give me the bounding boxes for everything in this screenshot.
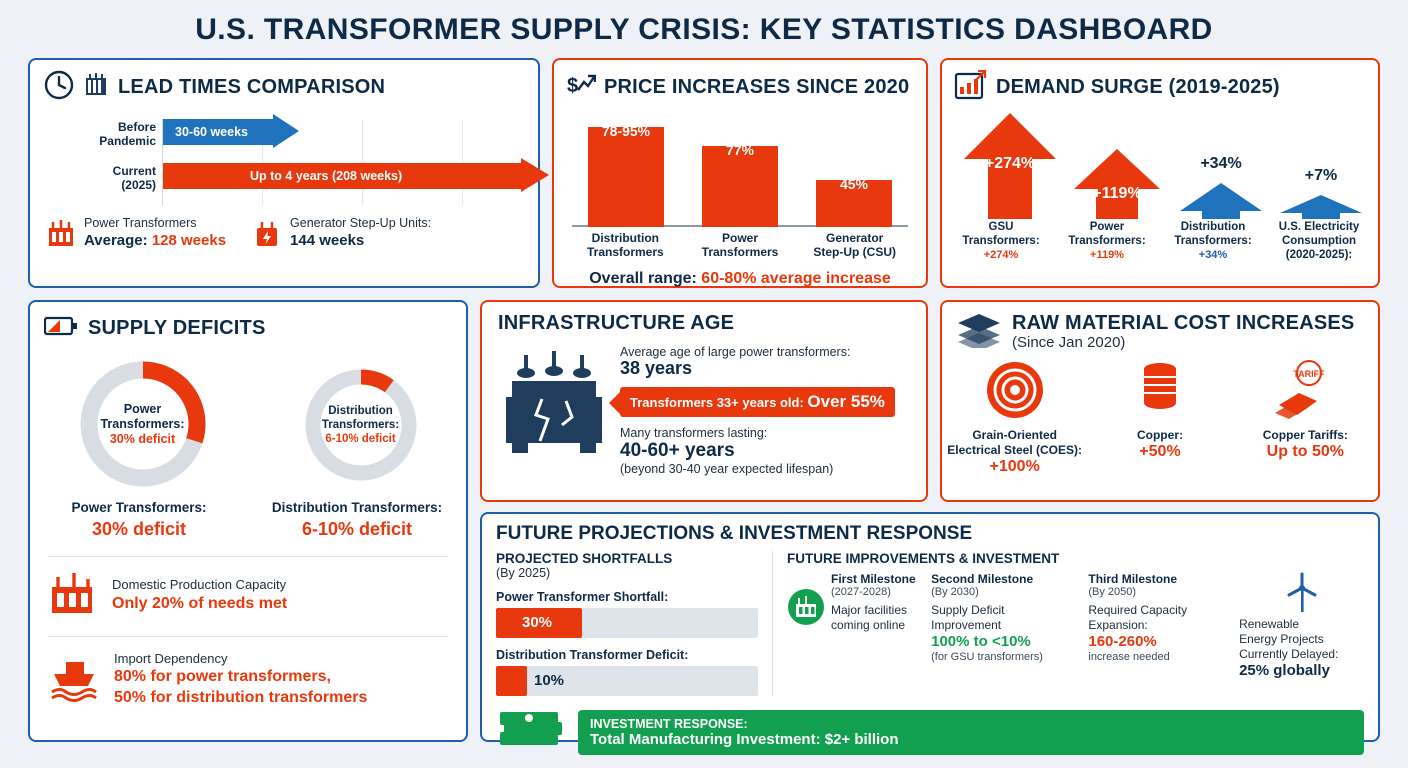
shortfalls-subheading: (By 2025) [496, 566, 551, 580]
price-category: Generator Step-Up (CSU) [813, 231, 897, 260]
supply-item-domestic-text: Domestic Production Capacity Only 20% of needs met [112, 577, 288, 613]
milestone-first-text: First Milestone (2027-2028) Major facilities coming online [831, 572, 916, 632]
shortfall-power-label: Power Transformer Shortfall: [496, 590, 669, 604]
shortfall-distribution-label: Distribution Transformer Deficit: [496, 648, 689, 662]
investment-value: Total Manufacturing Investment: $2+ billion [590, 731, 899, 748]
page-title: U.S. TRANSFORMER SUPPLY CRISIS: KEY STATISTICS DASHBOARD [195, 13, 1213, 46]
layers-icon [956, 312, 1002, 353]
infra-title: INFRASTRUCTURE AGE [498, 312, 735, 334]
battery-low-icon [44, 314, 78, 343]
price-category: Power Transformers [701, 231, 779, 260]
raw-item-copper-value: +50% [1139, 443, 1181, 460]
future-title: FUTURE PROJECTIONS & INVESTMENT RESPONSE [496, 523, 973, 544]
shortfall-distribution-bar [496, 666, 758, 696]
bar-value-current: Up to 4 years (208 weeks) [250, 169, 403, 183]
money-stack-icon [496, 706, 568, 759]
price-bar-power [702, 146, 778, 227]
lead-times-header [30, 60, 538, 107]
price-bar-distribution [588, 127, 664, 227]
infra-lasting-note: (beyond 30-40 year expected lifespan) [620, 462, 834, 476]
divider [48, 556, 448, 557]
raw-subtitle: (Since Jan 2020) [1012, 334, 1126, 351]
improvements-heading: FUTURE IMPROVEMENTS & INVESTMENT [787, 551, 1060, 566]
clock-icon [44, 70, 74, 105]
old-transformer-icon [496, 341, 612, 476]
milestone-renewables-body: Renewable Energy Projects Currently Delayed: [1239, 617, 1339, 661]
chart-growth-icon [954, 70, 988, 105]
infra-text [620, 341, 914, 476]
infra-avg-value: 38 years [620, 358, 693, 378]
factory-icon [48, 571, 100, 622]
price-trend-icon [566, 70, 596, 105]
milestone-third-note: increase needed [1088, 650, 1170, 663]
supply-header [30, 302, 466, 343]
demand-value-consumption: +7% [1304, 167, 1338, 184]
factory-icon [46, 216, 76, 253]
raw-item-tariffs-value: Up to 50% [1266, 443, 1344, 460]
demand-value-distribution: +34% [1200, 155, 1242, 172]
shortfall-distribution-value: 10% [534, 672, 565, 689]
future-body [482, 545, 1378, 696]
transformer-icon [82, 71, 110, 104]
tariff-bars-icon [1265, 369, 1345, 425]
supply-donuts [30, 355, 466, 493]
svg-text:TARIFF: TARIFF [1293, 369, 1325, 379]
supply-item-import-text: Import Dependency 80% for power transformers, 50% for distribution transformers [114, 650, 368, 707]
infra-lasting-value: 40-60+ years [620, 440, 735, 461]
supply-item-import [30, 651, 466, 709]
supply-captions [30, 499, 466, 542]
raw-title: RAW MATERIAL COST INCREASES [1012, 312, 1355, 334]
future-improvements [787, 551, 1364, 696]
caption-distribution: Distribution Transformers: 6-10% deficit [271, 500, 443, 540]
footer-gsu [252, 216, 431, 253]
milestone-renewables-value: 25% globally [1239, 662, 1330, 679]
milestone-third-body: Required Capacity Expansion: [1088, 602, 1188, 632]
card-price-increases [552, 58, 928, 288]
raw-title-block [1012, 312, 1354, 351]
price-title: PRICE INCREASES SINCE 2020 [604, 76, 910, 98]
demand-value-power: +119% [1092, 185, 1142, 202]
raw-items [942, 359, 1378, 476]
milestone-second-note: (for GSU transformers) [931, 650, 1043, 663]
demand-category-gsu: GSU Transformers: +274% [962, 221, 1040, 261]
raw-item-copper [1087, 359, 1232, 476]
card-future-projections [480, 512, 1380, 748]
shortfall-power-value: 30% [522, 614, 553, 631]
donut-power-transformers [74, 355, 212, 493]
projected-shortfalls [496, 551, 758, 696]
demand-category-consumption: U.S. Electricity Consumption (2020-2025): [1278, 221, 1360, 261]
copper-spool-icon [1128, 408, 1192, 425]
donut-distribution-transformers [299, 363, 423, 487]
price-bar-label-gsu: 45% [839, 176, 869, 192]
raw-item-coes-value: +100% [989, 458, 1040, 475]
demand-title: DEMAND SURGE (2019-2025) [996, 76, 1280, 98]
demand-arrow-consumption [1278, 193, 1364, 219]
lead-row-label: Before Pandemic [99, 120, 156, 148]
footer-gsu-text: Generator Step-Up Units: 144 weeks [290, 216, 432, 249]
raw-item-copper-label: Copper: [1136, 428, 1183, 442]
bar-arrowhead [273, 114, 299, 148]
card-supply-deficits [28, 300, 468, 742]
milestone-second-title: Second Milestone [931, 572, 1034, 586]
milestone-third [1088, 572, 1233, 680]
lead-times-footer [30, 208, 538, 253]
milestone-first [787, 572, 925, 680]
raw-header [942, 302, 1378, 353]
gridline [362, 119, 363, 205]
demand-category-power: Power Transformers: +119% [1068, 221, 1146, 261]
milestone-second [931, 572, 1082, 680]
footer-power-text: Power Transformers Average: 128 weeks [84, 216, 227, 249]
demand-value-gsu: +274% [984, 155, 1036, 172]
card-demand-surge [940, 58, 1380, 288]
milestone-third-period: (By 2050) [1088, 586, 1137, 599]
donut-power-center: Power Transformers: 30% deficit [100, 402, 185, 446]
shortfall-power-bar [496, 608, 758, 638]
donut-distribution-center: Distribution Transformers: 6-10% deficit [321, 405, 400, 445]
divider [48, 636, 448, 637]
raw-item-tariffs-label: Copper Tariffs: [1262, 428, 1348, 442]
demand-chart [950, 109, 1370, 219]
infra-body [482, 335, 926, 476]
gridline [462, 119, 463, 205]
generator-icon [252, 216, 282, 253]
card-raw-materials [940, 300, 1380, 502]
raw-item-coes-label: Grain-Oriented Electrical Steel (COES): [947, 428, 1083, 457]
caption-power: Power Transformers: 30% deficit [71, 500, 207, 540]
price-chart [568, 115, 912, 227]
price-header [554, 60, 926, 105]
demand-categories [948, 221, 1372, 262]
infra-header [482, 302, 926, 335]
milestone-third-value: 160-260% [1088, 632, 1157, 650]
factory-circle-icon [787, 572, 825, 680]
milestone-second-value: 100% to <10% [931, 632, 1031, 650]
card-infrastructure-age [480, 300, 928, 502]
investment-title: INVESTMENT RESPONSE: [590, 717, 748, 731]
bar-arrowhead [521, 158, 549, 192]
price-bar-label-distribution: 78-95% [601, 123, 651, 139]
card-lead-times [28, 58, 540, 288]
supply-item-domestic [30, 571, 466, 622]
milestone-second-period: (By 2030) [931, 586, 979, 599]
infra-avg-label: Average age of large power transformers: [620, 345, 851, 359]
raw-item-tariffs [1233, 359, 1378, 476]
divider [772, 551, 773, 696]
investment-banner [578, 710, 1364, 755]
milestone-second-body: Supply Deficit Improvement [931, 602, 1005, 632]
infra-lasting-label: Many transformers lasting: [620, 426, 768, 440]
milestones [787, 572, 1364, 680]
bar-value-before: 30-60 weeks [175, 125, 248, 139]
supply-title: SUPPLY DEFICITS [88, 317, 266, 339]
price-overall-range: Overall range: 60-80% average increase [589, 269, 891, 287]
lead-row-label: Current (2025) [112, 164, 156, 192]
wind-turbine-icon [1239, 572, 1364, 617]
price-category: Distribution Transformers [586, 231, 664, 260]
price-categories [568, 231, 912, 260]
demand-arrow-power [1072, 147, 1162, 219]
footer-power-transformers [46, 216, 226, 253]
lead-times-title: LEAD TIMES COMPARISON [118, 76, 386, 98]
ship-icon [48, 652, 102, 707]
milestone-renewables [1239, 572, 1364, 680]
svg-text:$: $ [567, 75, 579, 97]
lead-times-chart [44, 113, 524, 208]
shortfall-distribution-fill [496, 666, 527, 696]
milestone-third-title: Third Milestone [1088, 572, 1178, 586]
demand-category-distribution: Distribution Transformers: +34% [1174, 221, 1252, 261]
steel-coil-icon [979, 408, 1051, 425]
shortfalls-heading: PROJECTED SHORTFALLS [496, 551, 673, 566]
infra-banner: Transformers 33+ years old: Over 55% [620, 387, 895, 417]
raw-item-coes [942, 359, 1087, 476]
demand-header [942, 60, 1378, 105]
demand-arrow-distribution [1178, 181, 1264, 219]
price-bar-label-power: 77% [725, 142, 755, 158]
investment-response [496, 706, 1364, 759]
